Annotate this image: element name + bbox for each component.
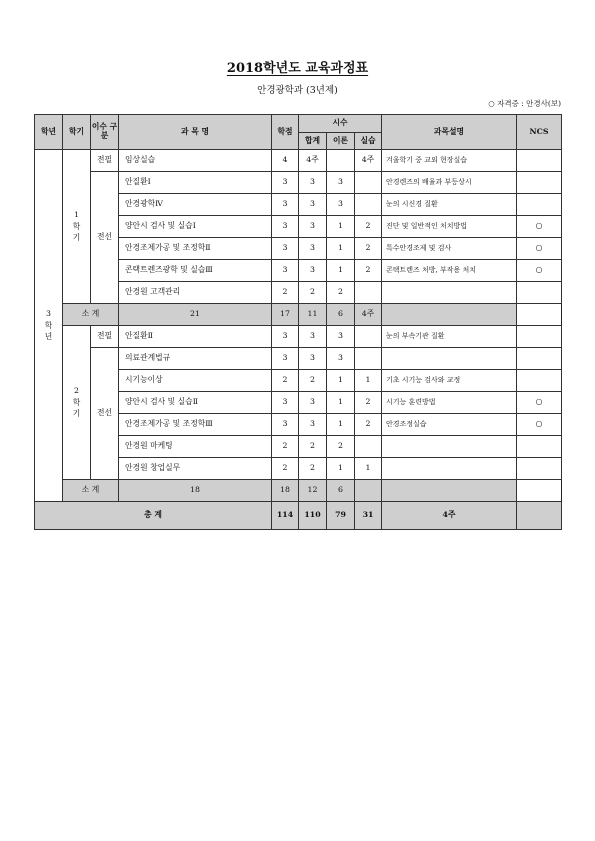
description-cell — [382, 458, 517, 480]
certificate-note: ○ 자격증 : 안경사(보) — [488, 99, 561, 108]
hours-theory-cell: 3 — [327, 348, 355, 370]
header-subject: 과 목 명 — [119, 115, 272, 150]
hours-theory-cell: 2 — [327, 282, 355, 304]
ncs-cell: ○ — [517, 414, 562, 436]
semester-cell: 1 학 기 — [63, 150, 91, 304]
subtotal-row — [35, 304, 562, 326]
hours-theory-cell: 1 — [327, 260, 355, 282]
subtotal-hours-theory: 12 — [299, 480, 327, 502]
total-hours-practice: 31 — [355, 502, 382, 530]
total-description: 4주 — [382, 502, 517, 530]
total-ncs — [517, 502, 562, 530]
credits-cell: 2 — [272, 282, 299, 304]
curriculum-table — [34, 114, 562, 530]
subtotal-ncs — [382, 304, 517, 326]
hours-theory-cell: 1 — [327, 414, 355, 436]
subtotal-row — [35, 480, 562, 502]
hours-theory-cell: 2 — [327, 436, 355, 458]
hours-practice-cell — [355, 282, 382, 304]
table-row — [35, 348, 562, 370]
ncs-cell: ○ — [517, 392, 562, 414]
ncs-cell — [517, 194, 562, 216]
credits-cell: 3 — [272, 194, 299, 216]
subtotal-hours-total: 17 — [272, 304, 299, 326]
ncs-cell — [517, 458, 562, 480]
total-hours-total: 110 — [299, 502, 327, 530]
credits-cell: 4 — [272, 150, 299, 172]
credits-cell: 2 — [272, 436, 299, 458]
description-cell: 눈의 부속기관 질환 — [382, 326, 517, 348]
subject-name: 안경조제가공 및 조정학Ⅲ — [119, 414, 272, 436]
credits-cell: 2 — [272, 370, 299, 392]
header-type: 이수 구분 — [91, 115, 119, 150]
hours-theory-cell: 1 — [327, 216, 355, 238]
description-cell: 시기능 훈련방법 — [382, 392, 517, 414]
hours-total-cell: 3 — [299, 392, 327, 414]
subtotal-hours-total: 18 — [272, 480, 299, 502]
hours-total-cell: 2 — [299, 458, 327, 480]
ncs-cell — [517, 436, 562, 458]
credits-cell: 3 — [272, 216, 299, 238]
subject-name: 임상실습 — [119, 150, 272, 172]
hours-total-cell: 3 — [299, 238, 327, 260]
header-hours: 시수 — [299, 115, 382, 133]
hours-practice-cell: 2 — [355, 392, 382, 414]
subtotal-credits: 21 — [119, 304, 272, 326]
description-cell: 눈의 시신경 질환 — [382, 194, 517, 216]
subject-name: 안경광학Ⅳ — [119, 194, 272, 216]
type-cell: 전선 — [91, 348, 119, 480]
subtotal-hours-practice: 6 — [327, 304, 355, 326]
description-cell — [382, 282, 517, 304]
hours-total-cell: 4주 — [299, 150, 327, 172]
table-row — [35, 326, 562, 348]
hours-theory-cell: 3 — [327, 194, 355, 216]
type-cell: 전선 — [91, 172, 119, 304]
subtotal-label: 소 계 — [63, 304, 119, 326]
hours-practice-cell: 4주 — [355, 150, 382, 172]
subject-name: 안경조제가공 및 조정학Ⅱ — [119, 238, 272, 260]
subject-name: 의료관계법규 — [119, 348, 272, 370]
table-body — [35, 150, 562, 530]
credits-cell: 3 — [272, 172, 299, 194]
semester-cell: 2 학 기 — [63, 326, 91, 480]
subtotal-description: 4주 — [355, 304, 382, 326]
subtotal-label: 소 계 — [63, 480, 119, 502]
ncs-cell — [517, 172, 562, 194]
description-cell: 콘택트렌즈 처방, 부작용 처치 — [382, 260, 517, 282]
table-row — [35, 172, 562, 194]
subtotal-description — [355, 480, 382, 502]
page-title — [0, 57, 595, 76]
hours-total-cell: 3 — [299, 414, 327, 436]
header-hours-total: 합계 — [299, 133, 327, 150]
hours-practice-cell — [355, 194, 382, 216]
subject-name: 안경원 마케팅 — [119, 436, 272, 458]
credits-cell: 3 — [272, 348, 299, 370]
credits-cell: 3 — [272, 260, 299, 282]
hours-practice-cell — [355, 326, 382, 348]
hours-practice-cell: 1 — [355, 370, 382, 392]
ncs-cell: ○ — [517, 216, 562, 238]
hours-theory-cell — [327, 150, 355, 172]
type-cell: 전필 — [91, 326, 119, 348]
subject-name: 시기능이상 — [119, 370, 272, 392]
ncs-cell — [517, 150, 562, 172]
ncs-cell: ○ — [517, 260, 562, 282]
hours-total-cell: 3 — [299, 326, 327, 348]
ncs-cell — [517, 326, 562, 348]
hours-practice-cell: 2 — [355, 260, 382, 282]
hours-total-cell: 3 — [299, 216, 327, 238]
credits-cell: 3 — [272, 326, 299, 348]
header-credits: 학점 — [272, 115, 299, 150]
hours-theory-cell: 3 — [327, 326, 355, 348]
subject-name: 안경원 창업실무 — [119, 458, 272, 480]
total-label: 총 계 — [35, 502, 272, 530]
ncs-cell — [517, 370, 562, 392]
credits-cell: 3 — [272, 238, 299, 260]
ncs-cell: ○ — [517, 238, 562, 260]
header-year: 학년 — [35, 115, 63, 150]
total-row — [35, 502, 562, 530]
subject-name: 콘택트렌즈광학 및 실습Ⅲ — [119, 260, 272, 282]
hours-practice-cell — [355, 436, 382, 458]
description-cell: 안경렌즈의 배율과 부등상시 — [382, 172, 517, 194]
description-cell: 안경조정실습 — [382, 414, 517, 436]
credits-cell: 3 — [272, 414, 299, 436]
hours-practice-cell: 2 — [355, 238, 382, 260]
description-cell: 특수안경조제 및 검사 — [382, 238, 517, 260]
hours-theory-cell: 1 — [327, 392, 355, 414]
hours-practice-cell: 1 — [355, 458, 382, 480]
subtotal-credits: 18 — [119, 480, 272, 502]
hours-total-cell: 3 — [299, 172, 327, 194]
description-cell — [382, 348, 517, 370]
total-hours-theory: 79 — [327, 502, 355, 530]
hours-total-cell: 3 — [299, 260, 327, 282]
header-description: 과목설명 — [382, 115, 517, 150]
subtotal-hours-theory: 11 — [299, 304, 327, 326]
subject-name: 안질환Ⅱ — [119, 326, 272, 348]
description-cell — [382, 436, 517, 458]
subtotal-ncs — [382, 480, 517, 502]
hours-theory-cell: 1 — [327, 458, 355, 480]
description-cell: 기초 시기능 검사와 교정 — [382, 370, 517, 392]
hours-total-cell: 2 — [299, 370, 327, 392]
header-hours-theory: 이론 — [327, 133, 355, 150]
table-header — [35, 115, 562, 150]
credits-cell: 3 — [272, 392, 299, 414]
hours-total-cell: 3 — [299, 194, 327, 216]
subtotal-hours-practice: 6 — [327, 480, 355, 502]
type-cell: 전필 — [91, 150, 119, 172]
total-credits: 114 — [272, 502, 299, 530]
hours-theory-cell: 3 — [327, 172, 355, 194]
description-cell: 겨울학기 중 교외 현장실습 — [382, 150, 517, 172]
year-cell: 3 학 년 — [35, 150, 63, 502]
hours-practice-cell: 2 — [355, 216, 382, 238]
hours-practice-cell: 2 — [355, 414, 382, 436]
header-semester: 학기 — [63, 115, 91, 150]
hours-practice-cell — [355, 348, 382, 370]
department-subtitle: 안경광학과 (3년제) — [257, 85, 338, 96]
subject-name: 양안시 검사 및 실습Ⅰ — [119, 216, 272, 238]
title-text: 2018학년도 교육과정표 — [226, 61, 369, 76]
ncs-cell — [517, 282, 562, 304]
hours-total-cell: 2 — [299, 436, 327, 458]
subject-name: 안질환Ⅰ — [119, 172, 272, 194]
credits-cell: 2 — [272, 458, 299, 480]
hours-total-cell: 2 — [299, 282, 327, 304]
hours-theory-cell: 1 — [327, 238, 355, 260]
description-cell: 진단 및 일반적인 처치방법 — [382, 216, 517, 238]
subject-name: 양안시 검사 및 실습Ⅱ — [119, 392, 272, 414]
header-ncs: NCS — [517, 115, 562, 150]
hours-theory-cell: 1 — [327, 370, 355, 392]
table-row — [35, 150, 562, 172]
subject-name: 안경원 고객관리 — [119, 282, 272, 304]
hours-practice-cell — [355, 172, 382, 194]
header-hours-practice: 실습 — [355, 133, 382, 150]
hours-total-cell: 3 — [299, 348, 327, 370]
ncs-cell — [517, 348, 562, 370]
